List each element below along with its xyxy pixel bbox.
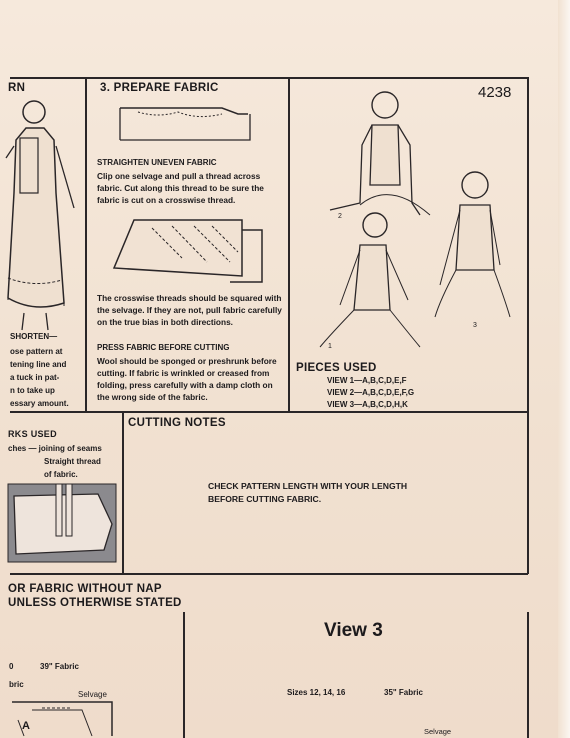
divider-layouts bbox=[183, 612, 185, 738]
view-number-1: 1 bbox=[328, 343, 332, 350]
shorten-line-4: n to take up bbox=[10, 386, 55, 395]
rule-below-instructions bbox=[10, 411, 528, 413]
shorten-line-1: ose pattern at bbox=[10, 347, 63, 356]
press-fabric-text: Wool should be sponged or preshrunk before cutting. If fabric is wrinkled or creased from folding, press carefully with a damp cloth on the wrong side of the fabric. bbox=[97, 356, 277, 402]
view-3-title: View 3 bbox=[324, 620, 383, 641]
view-number-3: 3 bbox=[473, 322, 477, 329]
bottom-selvage-label: Selvage bbox=[424, 727, 452, 736]
dress-illustration bbox=[4, 98, 82, 333]
sizes-label: Sizes 12, 14, 16 bbox=[287, 688, 346, 697]
selvage-thread-diagram bbox=[118, 100, 258, 150]
left-fabric-width: 39" Fabric bbox=[40, 662, 79, 671]
pattern-number: 4238 bbox=[478, 84, 512, 101]
left-size-fragment: 0 bbox=[9, 662, 14, 671]
cutting-notes-title: CUTTING NOTES bbox=[128, 417, 226, 429]
shorten-heading: SHORTEN— bbox=[10, 332, 58, 341]
marks-line-1: ches — joining of seams bbox=[8, 444, 102, 453]
view-number-2: 2 bbox=[338, 213, 342, 220]
divider-layouts-right bbox=[527, 612, 529, 738]
pieces-view-3: VIEW 3—A,B,C,D,H,K bbox=[327, 400, 408, 409]
paper-edge bbox=[558, 0, 570, 738]
bias-fold-diagram bbox=[112, 218, 272, 288]
layout-heading-1: OR FABRIC WITHOUT NAP bbox=[8, 583, 162, 595]
pieces-used-title: PIECES USED bbox=[296, 362, 377, 374]
prepare-fabric-title: 3. PREPARE FABRIC bbox=[100, 82, 219, 94]
crosswise-threads-text: The crosswise threads should be squared with the selvage. If they are not, pull fabric carefully on the true bias in both directions. bbox=[97, 293, 282, 327]
press-fabric-heading: PRESS FABRIC BEFORE CUTTING bbox=[97, 343, 230, 352]
shorten-line-5: essary amount. bbox=[10, 399, 69, 408]
left-section-title: RN bbox=[8, 82, 26, 94]
marks-used-title: RKS USED bbox=[8, 429, 57, 439]
pieces-view-1: VIEW 1—A,B,C,D,E,F bbox=[327, 376, 407, 385]
rule-above-layouts bbox=[10, 573, 528, 575]
views-illustration bbox=[300, 85, 520, 355]
layout-heading-2: UNLESS OTHERWISE STATED bbox=[8, 597, 182, 609]
left-bric-fragment: bric bbox=[9, 680, 24, 689]
straighten-heading: STRAIGHTEN UNEVEN FABRIC bbox=[97, 158, 217, 167]
pieces-view-2: VIEW 2—A,B,C,D,E,F,G bbox=[327, 388, 415, 397]
straighten-text: Clip one selvage and pull a thread across fabric. Cut along this thread to be sure the fabric is cut on a crosswise thread. bbox=[97, 171, 264, 205]
marks-diagram bbox=[8, 484, 118, 564]
left-selvage-label: Selvage bbox=[78, 690, 107, 699]
cutting-note-line-1: CHECK PATTERN LENGTH WITH YOUR LENGTH bbox=[208, 481, 408, 491]
divider-cutting-notes bbox=[122, 411, 124, 574]
fabric-width-label: 35" Fabric bbox=[384, 688, 423, 697]
top-rule bbox=[10, 77, 528, 79]
left-piece-label: A bbox=[22, 720, 30, 732]
divider-right-edge bbox=[527, 77, 529, 574]
divider-mid-col bbox=[288, 77, 290, 412]
cutting-note-line-2: BEFORE CUTTING FABRIC. bbox=[208, 494, 322, 504]
marks-line-3: of fabric. bbox=[44, 470, 78, 479]
shorten-line-2: tening line and bbox=[10, 360, 67, 369]
divider-left-col bbox=[85, 77, 87, 412]
marks-line-2: Straight thread bbox=[44, 457, 101, 466]
shorten-line-3: a tuck in pat- bbox=[10, 373, 60, 382]
